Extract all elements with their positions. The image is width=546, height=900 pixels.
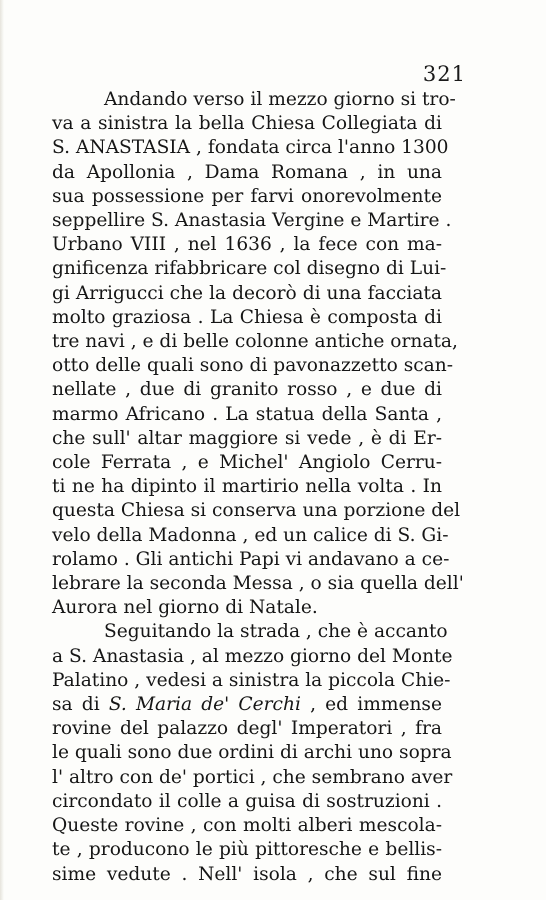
text-line: va a sinistra la bella Chiesa Collegiata di xyxy=(52,113,442,135)
text-line: questa Chiesa si conserva una porzione del xyxy=(52,500,461,522)
body-text xyxy=(52,88,464,887)
text-line: gnificenza rifabbricare col disegno di Lui- xyxy=(52,258,447,280)
text-line: nellate , due di granito rosso , e due di xyxy=(52,379,442,401)
text-line: otto delle quali sono di pavonazzetto scan- xyxy=(52,355,453,377)
text-line: S. ANASTASIA , fondata circa l'anno 1300 xyxy=(52,137,449,159)
text-line: l' altro con de' portici , che sembrano aver xyxy=(52,766,453,788)
text-line: molto graziosa . La Chiesa è composta di xyxy=(52,306,442,328)
text-line: velo della Madonna , ed un calice di S. Gi- xyxy=(52,524,449,546)
text-line: a S. Anastasia , al mezzo giorno del Monte xyxy=(52,645,453,667)
text-line: Seguitando la strada , che è accanto xyxy=(104,621,448,643)
text-line: Queste rovine , con molti alberi mescola- xyxy=(52,815,442,837)
text-line: Andando verso il mezzo giorno si tro- xyxy=(104,89,456,110)
text-line: marmo Africano . La statua della Santa , xyxy=(52,403,442,425)
text-line: le quali sono due ordini di archi uno sopra xyxy=(52,742,452,764)
text-line: tre navi , e di belle colonne antiche ornata, xyxy=(52,331,458,353)
page-number: 321 xyxy=(422,62,466,86)
page-gutter-shadow xyxy=(0,0,4,900)
text-line: rolamo . Gli antichi Papi vi andavano a ce- xyxy=(52,548,450,570)
text-line: seppellire S. Anastasia Vergine e Martire . xyxy=(52,210,452,232)
text-line: da Apollonia , Dama Romana , in una xyxy=(52,161,442,183)
text-line: rovine del palazzo degl' Imperatori , fra xyxy=(52,718,442,740)
text-line: che sull' altar maggiore si vede , è di Er- xyxy=(52,427,442,449)
text-line: sua possessione per farvi onorevolmente xyxy=(52,185,442,207)
text-line: sime vedute . Nell' isola , che sul fine xyxy=(52,863,442,885)
text-line-mixed xyxy=(52,693,442,717)
text-line: cole Ferrata , e Michel' Angiolo Cerru- xyxy=(52,452,442,474)
text-segment: sa di xyxy=(52,694,109,716)
text-line: lebrare la seconda Messa , o sia quella dell' xyxy=(52,573,464,595)
text-line: ti ne ha dipinto il martirio nella volta . In xyxy=(52,476,442,498)
text-segment: , ed immense xyxy=(300,694,442,716)
text-line: gi Arrigucci che la decorò di una facciata xyxy=(52,282,442,304)
text-line: Aurora nel giorno di Natale. xyxy=(52,597,318,619)
text-line: te , producono le più pittoresche e bellis- xyxy=(52,839,442,861)
text-line: circondato il colle a guisa di sostruzioni . xyxy=(52,790,442,812)
italic-church-name: S. Maria de' Cerchi xyxy=(108,694,301,716)
text-line: Urbano VIII , nel 1636 , la fece con ma- xyxy=(52,234,442,256)
text-line: Palatino , vedesi a sinistra la piccola Chie- xyxy=(52,669,451,691)
